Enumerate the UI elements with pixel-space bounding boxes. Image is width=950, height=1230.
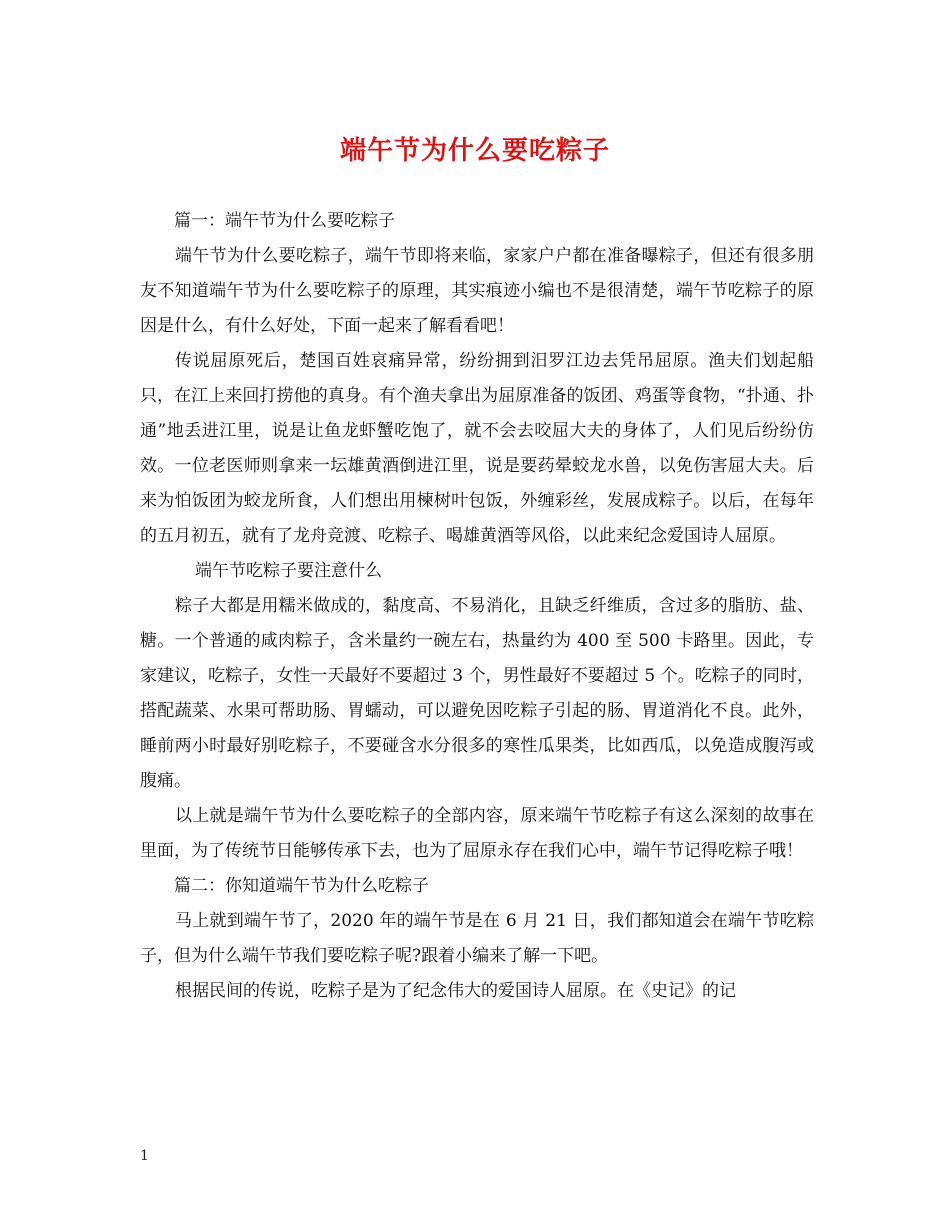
paragraph: 端午节为什么要吃粽子，端午节即将来临，家家户户都在准备曝粽子，但还有很多朋友不知道端午节为什么要吃粽子的原理，其实痕迹小编也不是很清楚，端午节吃粽子的原因是什么，有什么好处，下面一起来了解看看吧！ — [140, 246, 814, 336]
paragraph: 传说屈原死后，楚国百姓哀痛异常，纷纷拥到汨罗江边去凭吊屈原。渔夫们划起船只，在江上来回打捞他的真身。有个渔夫拿出为屈原准备的饭团、鸡蛋等食物，“扑通、扑通”地丢进江里，说是让鱼龙虾蟹吃饱了，就不会去咬屈大夫的身体了，人们见后纷纷仿效。一位老医师则拿来一坛雄黄酒倒进江里，说是要药晕蛟龙水兽，以免伤害屈大夫。后来为怕饭团为蛟龙所食，人们想出用楝树叶包饭，外缠彩丝，发展成粽子。以后，在每年的五月初五，就有了龙舟竞渡、吃粽子、喝雄黄酒等风俗，以此来纪念爱国诗人屈原。 — [140, 351, 814, 546]
paragraph: 马上就到端午节了，2020 年的端午节是在 6 月 21 日，我们都知道会在端午节吃粽子，但为什么端午节我们要吃粽子呢?跟着小编来了解一下吧。 — [140, 911, 814, 966]
paragraph: 以上就是端午节为什么要吃粽子的全部内容，原来端午节吃粽子有这么深刻的故事在里面，为了传统节日能够传承下去，也为了屈原永存在我们心中，端午节记得吃粽子哦！ — [140, 806, 814, 861]
page-number: 1 — [140, 1148, 149, 1164]
section-heading-2: 篇二：你知道端午节为什么吃粽子 — [174, 876, 429, 896]
document-title: 端午节为什么要吃粽子 — [339, 136, 610, 166]
paragraph: 根据民间的传说，吃粽子是为了纪念伟大的爱国诗人屈原。在《史记》的记 — [175, 981, 736, 1001]
section-heading-1: 篇一：端午节为什么要吃粽子 — [174, 211, 395, 231]
document-body — [140, 204, 814, 1009]
paragraph: 粽子大都是用糯米做成的，黏度高、不易消化，且缺乏纤维质，含过多的脂肪、盐、糖。一个普通的咸肉粽子，含米量约一碗左右，热量约为 400 至 500 卡路里。因此，专家建议，吃粽子，女性一天最好不要超过 3 个，男性最好不要超过 5 个。吃粽子的同时，搭配蔬菜、水果可帮助肠、胃蠕动，可以避免因吃粽子引起的肠、胃道消化不良。此外，睡前两小时最好别吃粽子，不要碰含水分很多的寒性瓜果类，比如西瓜，以免造成腹泻或腹痛。 — [140, 596, 814, 791]
subsection-heading: 端午节吃粽子要注意什么 — [195, 561, 382, 581]
